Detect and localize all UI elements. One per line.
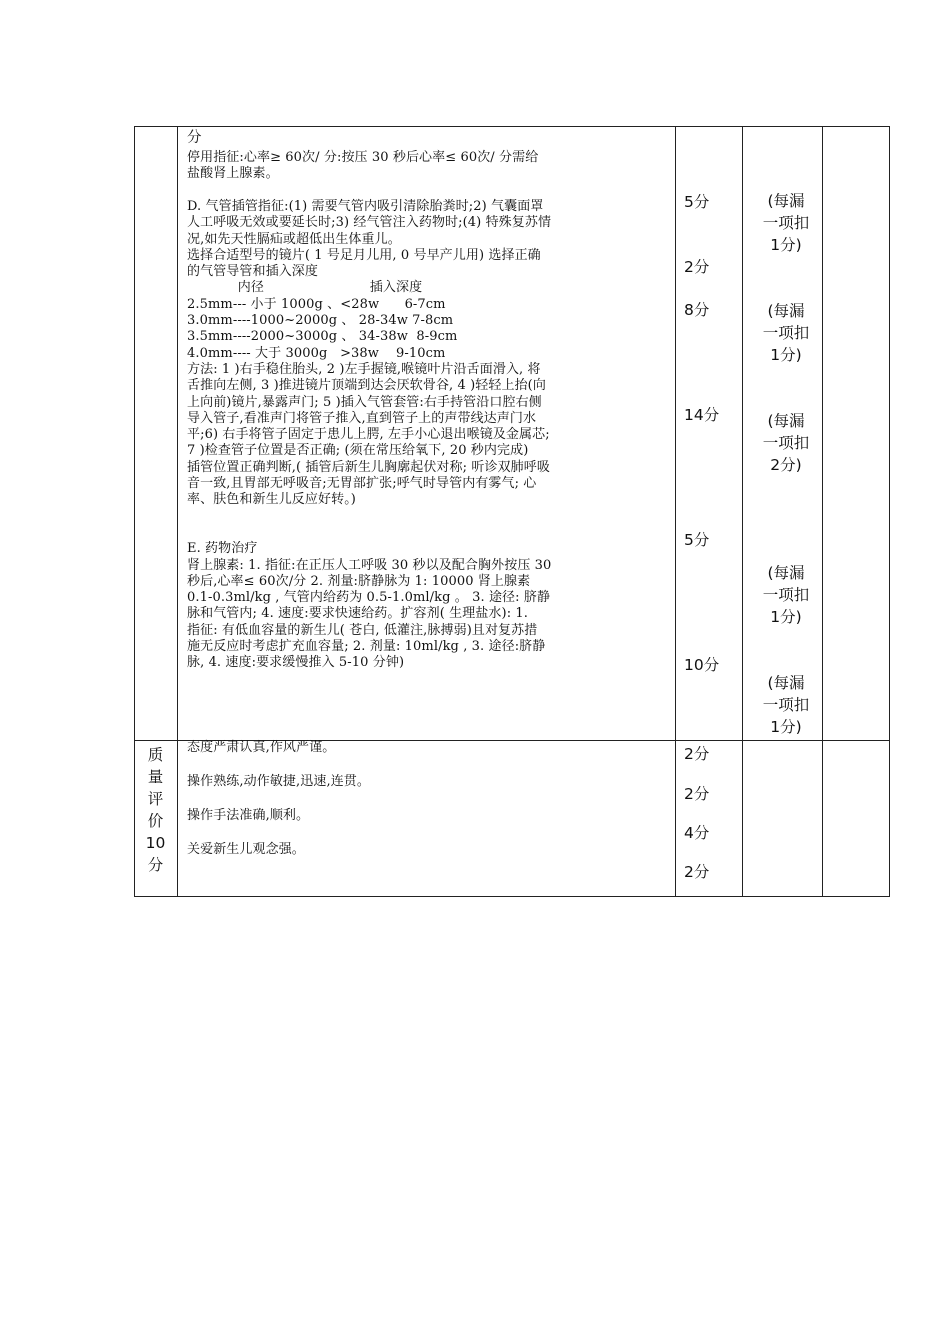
score-value: 10分 [684,656,720,674]
quality-score: 2分 [684,863,710,881]
score-value: 14分 [684,406,720,424]
content-line: 插管位置正确判断,( 插管后新生儿胸廓起伏对称; 听诊双肺呼吸 [187,459,550,475]
content-line: 停用指征:心率≥ 60次/ 分:按压 30 秒后心率≤ 60次/ 分需给 [187,150,539,165]
content-line: 率、肤色和新生儿反应好转。) [187,492,356,508]
content-line: D. 气管插管指征:(1) 需要气管内吸引清除胎粪时;2) 气囊面罩 [187,198,544,214]
content-line: 选择合适型号的镜片( 1 号足月儿用, 0 号早产儿用) 选择正确 [187,247,541,263]
content-line: 音一致,且胃部无呼吸音;无胃部扩张;呼气时导管内有雾气; 心 [187,476,537,491]
content-line: 秒后,心率≤ 60次/分 2. 剂量:脐静脉为 1: 10000 肾上腺素 [187,573,531,589]
scoring-table [134,126,890,897]
content-line: 4.0mm---- 大于 3000g >38w 9-10cm [187,345,446,361]
grid-line [675,126,676,897]
content-line: 施无反应时考虑扩充血容量; 2. 剂量: 10ml/kg , 3. 途径:脐静 [187,639,546,654]
content-line: 盐酸肾上腺素。 [187,166,279,182]
quality-score: 2分 [684,745,710,763]
grid-line [177,126,178,897]
content-line: 上向前)镜片,暴露声门; 5 )插入气管套管:右手持管沿口腔右侧 [187,394,542,410]
score-value: 5分 [684,531,710,549]
content-line: 0.1-0.3ml/kg , 气管内给药为 0.5-1.0ml/kg 。 3. 途径: 脐静 [187,590,551,606]
content-line: 3.0mm----1000~2000g 、 28-34w 7-8cm [187,313,454,328]
grid-line [889,126,890,897]
grid-line [742,126,743,897]
content-line: 况,如先天性膈疝或超低出生体重儿。 [187,231,401,247]
deduction-rule: (每漏 一项扣 1分) [762,302,810,364]
score-value: 5分 [684,193,710,211]
content-line: E. 药物治疗 [187,541,258,557]
quality-item: 操作手法准确,顺利。 [187,808,310,823]
deduction-rule: (每漏 一项扣 1分) [762,192,810,254]
content-line: 内径 插入深度 [187,280,423,296]
content-line: 舌推向左侧, 3 )推进镜片顶端到达会厌软骨谷, 4 )轻轻上抬(向 [187,378,546,394]
quality-item: 关爱新生儿观念强。 [187,842,305,857]
content-line: 方法: 1 )右手稳住胎头, 2 )左手握镜,喉镜叶片沿舌面滑入, 将 [187,361,541,377]
grid-line [134,126,890,127]
deduction-rule: (每漏 一项扣 1分) [762,674,810,736]
deduction-rule: (每漏 一项扣 2分) [762,412,810,474]
content-line: 导入管子,看准声门将管子推入,直到管子上的声带线达声门水 [187,410,537,426]
content-line: 7 )检查管子位置是否正确; (须在常压给氧下, 20 秒内完成) [187,443,529,459]
category-label: 质 量 评 价 10 分 [145,746,166,874]
quality-score: 2分 [684,785,710,803]
score-value: 8分 [684,301,710,319]
content-line: 人工呼吸无效或要延长时;3) 经气管注入药物时;(4) 特殊复苏情 [187,215,552,231]
content-line: 脉和气管内; 4. 速度:要求快速给药。扩容剂( 生理盐水): 1. [187,606,529,622]
content-line: 脉, 4. 速度:要求缓慢推入 5-10 分钟) [187,655,405,671]
content-lead: 分 [187,130,202,146]
content-line: 指征: 有低血容量的新生儿( 苍白, 低灌注,脉搏弱)且对复苏措 [187,622,538,638]
quality-score: 4分 [684,824,710,842]
content-line: 肾上腺素: 1. 指征:在正压人工呼吸 30 秒以及配合胸外按压 30 [187,557,552,573]
score-value: 2分 [684,258,710,276]
quality-item: 态度严肃认真,作风严谨。 [187,740,336,755]
quality-item: 操作熟练,动作敏捷,迅速,连贯。 [187,774,370,789]
grid-line [134,896,890,897]
content-line: 平;6) 右手将管子固定于患儿上腭, 左手小心退出喉镜及金属芯; [187,427,550,443]
deduction-rule: (每漏 一项扣 1分) [762,564,810,626]
content-line: 的气管导管和插入深度 [187,264,319,280]
content-line: 2.5mm--- 小于 1000g 、<28w 6-7cm [187,296,446,312]
content-line: 3.5mm----2000~3000g 、 34-38w 8-9cm [187,329,458,345]
